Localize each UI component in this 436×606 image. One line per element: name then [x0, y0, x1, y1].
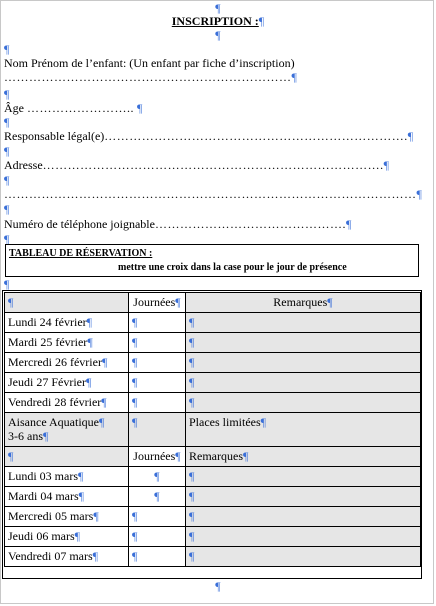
table-row: [5, 507, 421, 527]
checkbox-cell[interactable]: ¶: [129, 467, 186, 487]
paragraph-mark: ¶: [137, 101, 143, 115]
paragraph-mark: ¶: [383, 158, 390, 172]
table-row: [5, 467, 421, 487]
paragraph-mark: ¶: [78, 489, 85, 503]
day-label: Jeudi 27 Février: [8, 375, 86, 389]
table-row: [5, 487, 421, 507]
paragraph-mark: ¶: [258, 14, 265, 28]
day-cell: [5, 373, 129, 393]
day-label: Mercredi 26 février: [8, 355, 102, 369]
paragraph-mark: ¶: [4, 277, 10, 291]
age-field[interactable]: [4, 101, 142, 115]
paragraph-mark: ¶: [4, 42, 10, 56]
subheader-cell-days: [129, 447, 186, 467]
day-cell: [5, 467, 129, 487]
paragraph-mark: ¶: [215, 28, 221, 42]
phone-label: Numéro de téléphone joignable: [4, 217, 155, 231]
checkbox-cell[interactable]: ¶: [129, 547, 186, 567]
day-label: Vendredi 28 février: [8, 395, 102, 409]
age-label: Âge: [4, 101, 24, 115]
paragraph-mark: ¶: [407, 129, 414, 143]
paragraph-mark: ¶: [4, 144, 10, 158]
paragraph-mark: ¶: [215, 1, 221, 15]
day-cell: [5, 487, 129, 507]
paragraph-mark: ¶: [74, 529, 81, 543]
days-header: Journées: [133, 449, 176, 463]
address-dots: ……………………………………………………………………….: [42, 158, 384, 172]
table-header-row: [5, 293, 421, 313]
aquatic-label: Aisance Aquatique: [8, 415, 99, 429]
header-cell-days: [129, 293, 186, 313]
remarks-header: Remarques: [189, 449, 243, 463]
reservation-heading: TABLEAU DE RÉSERVATION :: [9, 248, 153, 259]
paragraph-mark: ¶: [260, 415, 267, 429]
address-field-2[interactable]: [4, 187, 422, 201]
remark-cell[interactable]: ¶: [186, 373, 421, 393]
address-label: Adresse: [4, 158, 43, 172]
table-subheader-row: [5, 447, 421, 467]
form-title: [1, 14, 435, 28]
paragraph-mark: ¶: [4, 202, 10, 216]
paragraph-mark: ¶: [101, 355, 108, 369]
child-name-label: Nom Prénom de l’enfant: (Un enfant par fiche d’inscription): [4, 56, 295, 70]
table-row: [5, 393, 421, 413]
day-label: Mardi 04 mars: [8, 489, 79, 503]
reservation-subtitle: mettre une croix dans la case pour le jour de présence: [118, 262, 347, 273]
days-header: Journées: [133, 295, 176, 309]
reservation-table: [4, 292, 421, 567]
paragraph-mark: ¶: [175, 295, 181, 309]
title-text: INSCRIPTION :: [171, 14, 259, 28]
paragraph-mark: ¶: [291, 70, 297, 84]
day-label: Jeudi 06 mars: [8, 529, 75, 543]
paragraph-mark: ¶: [345, 217, 352, 231]
table-row: [5, 547, 421, 567]
address-field[interactable]: [4, 158, 389, 172]
subheader-cell-empty: ¶: [5, 447, 129, 467]
day-label: Mercredi 05 mars: [8, 509, 94, 523]
paragraph-mark: ¶: [43, 429, 49, 443]
aquatic-remark: Places limitées: [189, 415, 261, 429]
paragraph-mark: ¶: [86, 315, 93, 329]
remark-cell[interactable]: ¶: [186, 333, 421, 353]
address-dots-2: ………………………………………………………………………………………: [4, 187, 417, 201]
remark-cell[interactable]: ¶: [186, 353, 421, 373]
paragraph-mark: ¶: [327, 295, 333, 309]
guardian-dots: ……………………………………………………………….: [104, 129, 408, 143]
age-dots: ……………………..: [27, 101, 134, 115]
phone-field[interactable]: [4, 217, 351, 231]
paragraph-mark: ¶: [215, 579, 221, 593]
checkbox-cell[interactable]: ¶: [129, 353, 186, 373]
child-name-field[interactable]: [4, 70, 297, 84]
subheader-cell-remarks: [186, 447, 421, 467]
table-row: [5, 373, 421, 393]
paragraph-mark: ¶: [4, 232, 10, 246]
paragraph-mark: ¶: [98, 415, 105, 429]
header-cell-empty: ¶: [5, 293, 129, 313]
checkbox-cell[interactable]: ¶: [129, 527, 186, 547]
paragraph-mark: ¶: [4, 115, 10, 129]
day-cell: [5, 393, 129, 413]
reservation-header-box: [5, 244, 419, 277]
day-cell: [5, 333, 129, 353]
checkbox-cell[interactable]: ¶: [129, 393, 186, 413]
paragraph-mark: ¶: [4, 173, 10, 187]
remark-cell[interactable]: ¶: [186, 547, 421, 567]
day-label: Lundi 24 février: [8, 315, 87, 329]
checkbox-cell[interactable]: ¶: [129, 487, 186, 507]
guardian-label: Responsable légal(e): [4, 129, 105, 143]
remark-cell[interactable]: ¶: [186, 313, 421, 333]
remark-cell[interactable]: ¶: [186, 527, 421, 547]
aquatic-age: 3-6 ans: [8, 429, 43, 443]
remark-cell[interactable]: ¶: [186, 487, 421, 507]
checkbox-cell[interactable]: ¶: [129, 413, 186, 447]
table-row: [5, 333, 421, 353]
name-dots: ……………………………………………………………: [4, 70, 292, 84]
header-cell-remarks: [186, 293, 421, 313]
table-row: [5, 313, 421, 333]
phone-dots: ……………………………………….: [154, 217, 346, 231]
guardian-field[interactable]: [4, 129, 413, 143]
paragraph-mark: ¶: [93, 509, 99, 523]
paragraph-mark: ¶: [78, 469, 84, 483]
remark-cell[interactable]: ¶: [186, 507, 421, 527]
aquatic-row: [5, 413, 421, 447]
table-row: [5, 527, 421, 547]
paragraph-mark: ¶: [242, 449, 249, 463]
day-label: Lundi 03 mars: [8, 469, 78, 483]
aquatic-cell: [5, 413, 129, 447]
day-label: Vendredi 07 mars: [8, 549, 93, 563]
remark-cell[interactable]: ¶: [186, 467, 421, 487]
table-row: [5, 353, 421, 373]
checkbox-cell[interactable]: ¶: [129, 313, 186, 333]
paragraph-mark: ¶: [87, 335, 93, 349]
day-cell: [5, 527, 129, 547]
remark-cell[interactable]: [186, 413, 421, 447]
paragraph-mark: ¶: [175, 449, 181, 463]
paragraph-mark: ¶: [92, 549, 99, 563]
remark-cell[interactable]: ¶: [186, 393, 421, 413]
paragraph-mark: ¶: [101, 395, 107, 409]
checkbox-cell[interactable]: ¶: [129, 333, 186, 353]
remarks-header: Remarques: [273, 295, 328, 309]
checkbox-cell[interactable]: ¶: [129, 373, 186, 393]
paragraph-mark: ¶: [85, 375, 92, 389]
day-cell: [5, 353, 129, 373]
day-cell: [5, 507, 129, 527]
checkbox-cell[interactable]: ¶: [129, 507, 186, 527]
day-cell: [5, 547, 129, 567]
paragraph-mark: ¶: [416, 187, 422, 201]
day-cell: [5, 313, 129, 333]
paragraph-mark: ¶: [4, 87, 10, 101]
day-label: Mardi 25 février: [8, 335, 88, 349]
